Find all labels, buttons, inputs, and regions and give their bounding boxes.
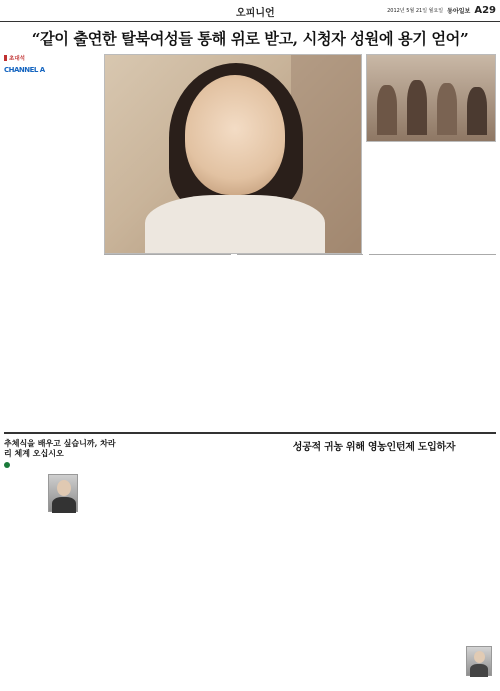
section-title: 오피니언 xyxy=(236,8,275,19)
columnist-portrait xyxy=(466,646,492,676)
sidebar-column xyxy=(366,54,496,146)
opinion-body-right xyxy=(252,457,496,687)
masthead xyxy=(0,0,500,22)
author-portrait xyxy=(48,474,78,512)
opinion-column-mid xyxy=(128,438,246,688)
opinion-headline-right: 성공적 귀농 위해 영농인턴제 도입하자 xyxy=(292,442,456,453)
issue-date: 2012년 5월 21일 월요일 xyxy=(387,8,444,14)
article-body xyxy=(4,266,496,428)
affiliation-logo-icon xyxy=(4,462,10,468)
subhead-3 xyxy=(369,254,496,257)
opinion-body-mid xyxy=(128,438,246,688)
subhead-1 xyxy=(104,254,231,257)
section-subheads xyxy=(104,254,496,257)
masthead-right xyxy=(387,5,496,16)
interview-photo xyxy=(104,54,362,254)
opinion-column-left xyxy=(4,438,122,688)
subhead-2 xyxy=(237,254,364,257)
section-divider xyxy=(4,432,496,434)
main-headline: “같이 출연한 탈북여성들 통해 위로 받고, 시청자 성원에 용기 얻어” xyxy=(31,30,469,48)
opinion-body-left xyxy=(4,516,122,636)
channel-a-logo: CHANNEL A xyxy=(4,66,45,74)
column-label: 초대석 xyxy=(4,54,100,62)
page-number: A29 xyxy=(474,5,496,16)
group-photo xyxy=(366,54,496,142)
opinion-title: 추체식을 배우고 싶습니까, 차라리 체계 오십시오 xyxy=(4,438,116,458)
channel-logo xyxy=(4,66,100,74)
author-affiliation xyxy=(4,462,122,468)
opinion-column-right xyxy=(252,438,496,688)
opinion-right-columns xyxy=(252,457,496,687)
lead-column xyxy=(4,54,100,74)
top-story-columns xyxy=(4,266,496,428)
paper-name: 동아일보 xyxy=(447,8,471,15)
top-story xyxy=(4,54,496,274)
